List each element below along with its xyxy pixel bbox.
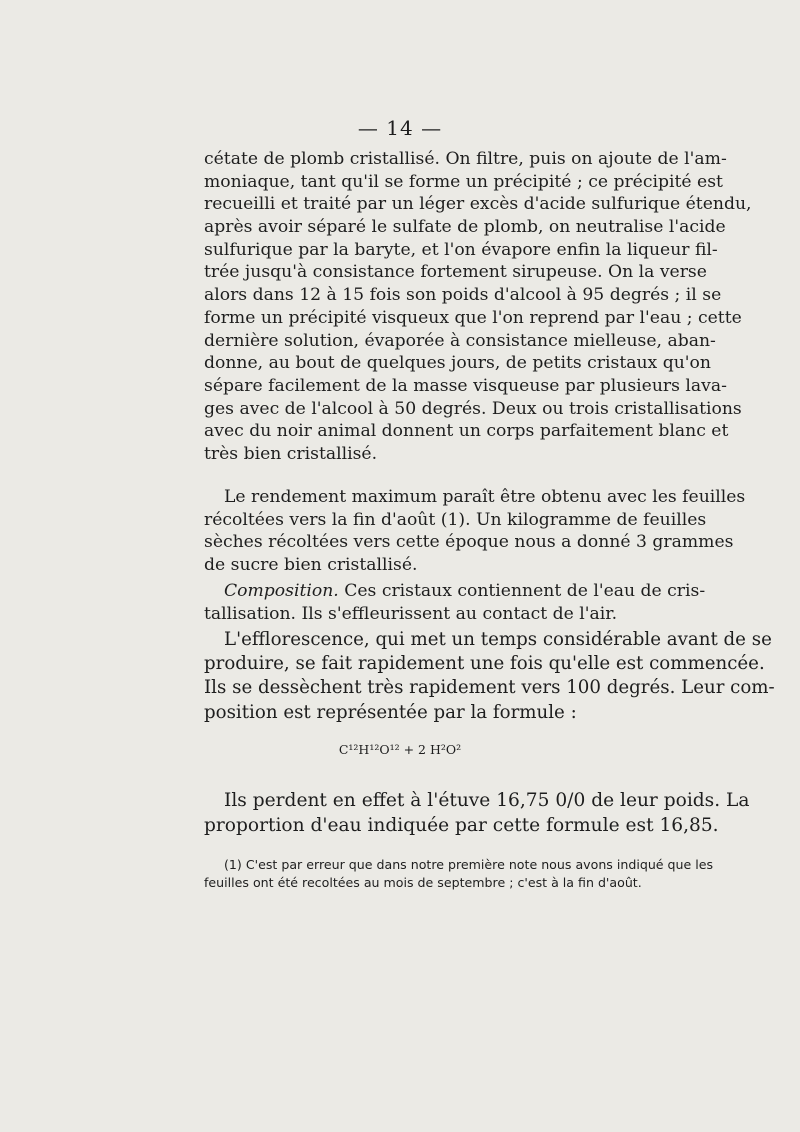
- text-line: Ils se dessèchent très rapidement vers 100 degrés. Leur com-: [204, 677, 775, 699]
- text-line: sèches récoltées vers cette époque nous a donné 3 grammes: [204, 532, 734, 553]
- text-line: dernière solution, évaporée à consistance mielleuse, aban-: [204, 330, 716, 351]
- text-line: Le rendement maximum paraît être obtenu avec les feuilles: [224, 487, 746, 507]
- text-line: donne, au bout de quelques jours, de petits cristaux qu'on: [204, 353, 711, 374]
- footnote: [204, 856, 714, 892]
- text-line-rest: Ces cristaux contiennent de l'eau de cris-: [338, 581, 706, 601]
- text-line: Ils perdent en effet à l'étuve 16,75 0/0 de leur poids. La: [224, 790, 750, 811]
- text-line: ges avec de l'alcool à 50 degrés. Deux ou trois cristallisations: [204, 398, 742, 419]
- paragraph-2: [204, 486, 746, 577]
- text-line: forme un précipité visqueux que l'on reprend par l'eau ; cette: [204, 307, 742, 328]
- text-line: produire, se fait rapidement une fois qu'elle est commencée.: [204, 653, 765, 675]
- text-line: moniaque, tant qu'il se forme un précipité ; ce précipité est: [204, 171, 723, 192]
- text-line: de sucre bien cristallisé.: [204, 555, 418, 576]
- footnote-line: (1) C'est par erreur que dans notre première note nous avons indiqué que les: [224, 857, 714, 872]
- text-line: alors dans 12 à 15 fois son poids d'alcool à 95 degrés ; il se: [204, 285, 722, 306]
- page-number: — 14 —: [357, 116, 443, 140]
- text-line: cétate de plomb cristallisé. On filtre, puis on ajoute de l'am-: [204, 149, 727, 169]
- text-line: L'efflorescence, qui met un temps considérable avant de se: [224, 629, 772, 650]
- text-line: trée jusqu'à consistance fortement sirupeuse. On la verse: [204, 262, 707, 283]
- chemical-formula: C¹²H¹²O¹² + 2 H²O²: [338, 742, 462, 757]
- text-line: position est représentée par la formule :: [204, 701, 577, 723]
- text-line: après avoir séparé le sulfate de plomb, on neutralise l'acide: [204, 217, 726, 238]
- text-line: récoltées vers la fin d'août (1). Un kilogramme de feuilles: [204, 509, 707, 530]
- text-line: avec du noir animal donnent un corps parfaitement blanc et: [204, 421, 729, 442]
- paragraph-3: [204, 580, 706, 625]
- paragraph-1: [204, 148, 752, 466]
- paragraph-4: [204, 628, 775, 725]
- text-line: sulfurique par la baryte, et l'on évapore enfin la liqueur fil-: [204, 239, 718, 260]
- text-line: recueilli et traité par un léger excès d'acide sulfurique étendu,: [204, 194, 752, 215]
- text-line: [204, 580, 706, 603]
- text-line: très bien cristallisé.: [204, 443, 378, 464]
- composition-label: Composition.: [224, 581, 339, 601]
- text-line: sépare facilement de la masse visqueuse par plusieurs lava-: [204, 375, 727, 396]
- text-line: proportion d'eau indiquée par cette formule est 16,85.: [204, 815, 719, 836]
- footnote-line: feuilles ont été recoltées au mois de septembre ; c'est à la fin d'août.: [204, 875, 642, 890]
- text-line: tallisation. Ils s'effleurissent au contact de l'air.: [204, 603, 618, 624]
- paragraph-5: [204, 788, 750, 838]
